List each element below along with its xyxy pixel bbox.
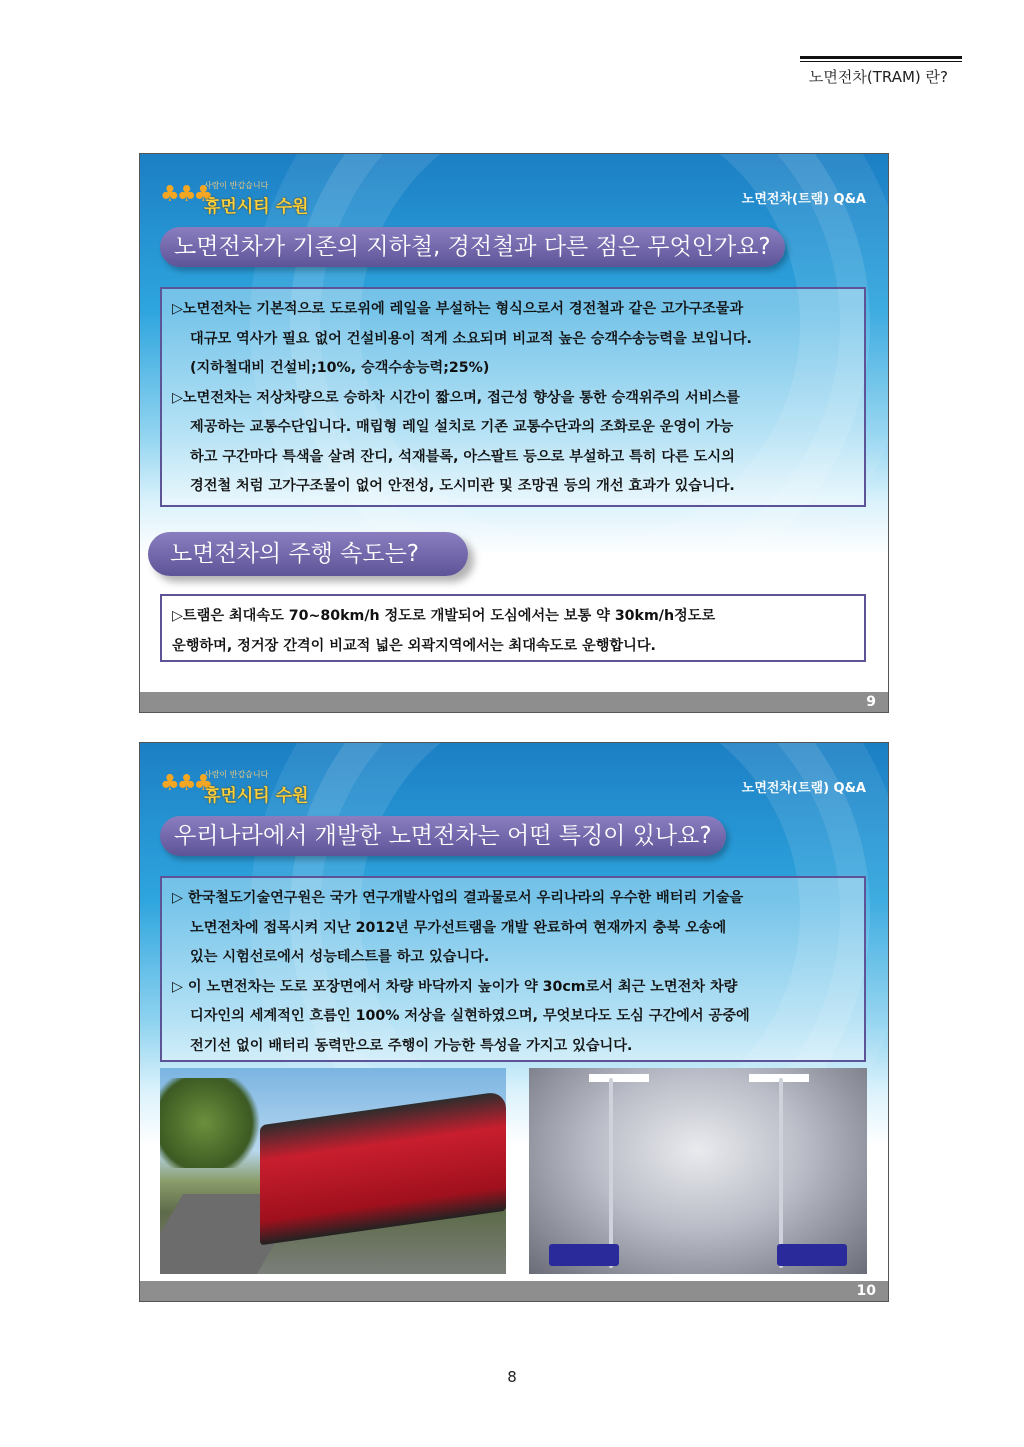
answer-line: ▷트램은 최대속도 70~80km/h 정도로 개발되어 도심에서는 보통 약 30km/h정도로 [172, 608, 716, 624]
answer-line: ▷노면전차는 저상차량으로 승하차 시간이 짧으며, 접근성 향상을 통한 승객위주의 서비스를 [172, 389, 740, 406]
answer-box [160, 287, 866, 507]
slide-footer [140, 692, 888, 712]
answer-line: 경전철 처럼 고가구조물이 없어 안전성, 도시미관 및 조망권 등의 개선 효과가 있습니다. [190, 478, 735, 494]
answer-line: ▷ 한국철도기술연구원은 국가 연구개발사업의 결과물로서 우리나라의 우수한 배터리 기술을 [172, 890, 744, 906]
slide-number: 10 [856, 1283, 876, 1299]
answer-line: 있는 시험선로에서 성능테스트를 하고 있습니다. [190, 949, 490, 965]
handrail-pole [779, 1078, 783, 1268]
header-rule-thin [800, 61, 962, 62]
slide-number: 9 [866, 694, 876, 710]
slide-footer [140, 1281, 888, 1301]
trees [160, 1078, 270, 1168]
answer-line: ▷ 이 노면전차는 도로 포장면에서 차량 바닥까지 높이가 약 30cm로서 최근 노면전차 차량 [172, 978, 738, 995]
seat [777, 1244, 847, 1266]
page-number: 8 [507, 1368, 517, 1386]
logo [160, 178, 320, 218]
logo-slogan: 사람이 반갑습니다 [204, 770, 269, 779]
people-icon: ♣♣♣ [160, 771, 211, 796]
header-title: 노면전차(TRAM) 란? [808, 68, 948, 86]
answer-line: ▷노면전차는 기본적으로 도로위에 레일을 부설하는 형식으로서 경전철과 같은 고가구조물과 [172, 301, 744, 317]
header-rule-thick [800, 56, 962, 59]
answer-line: 디자인의 세계적인 흐름인 100% 저상을 실현하였으며, 무엇보다도 도심 구간에서 공중에 [190, 1008, 750, 1024]
tram-body [260, 1091, 506, 1246]
question-title: 우리나라에서 개발한 노면전차는 어떤 특징이 있나요? [160, 816, 726, 856]
answer-line: 전기선 없이 배터리 동력만으로 주행이 가능한 특성을 가지고 있습니다. [190, 1037, 633, 1054]
question-title: 노면전차가 기존의 지하철, 경전철과 다른 점은 무엇인가요? [160, 227, 785, 267]
tram-interior-photo [529, 1068, 867, 1274]
tram-exterior-photo [160, 1068, 506, 1274]
ceiling-light [589, 1074, 649, 1082]
handrail-pole [609, 1078, 613, 1268]
logo-brand: 휴먼시티 수원 [204, 786, 309, 806]
answer-line: 대규모 역사가 필요 없어 건설비용이 적게 소요되며 비교적 높은 승객수송능력을 보입니다. [190, 330, 752, 347]
answer-line: 노면전차에 접목시켜 지난 2012년 무가선트램을 개발 완료하여 현재까지 충북 오송에 [190, 919, 727, 936]
logo-slogan: 사람이 반갑습니다 [204, 181, 269, 190]
people-icon: ♣♣♣ [160, 182, 211, 207]
answer-box [160, 876, 866, 1062]
answer-line: 운행하며, 정거장 간격이 비교적 넓은 외곽지역에서는 최대속도로 운행합니다. [172, 637, 656, 654]
seat [549, 1244, 619, 1266]
slide-10 [139, 742, 889, 1302]
logo [160, 767, 320, 807]
slide-category: 노면전차(트램) Q&A [741, 192, 866, 207]
answer-line: 하고 구간마다 특색을 살려 잔디, 석재블록, 아스팔트 등으로 부설하고 특히 다른 도시의 [190, 448, 735, 465]
answer-box [160, 594, 866, 662]
slide-9 [139, 153, 889, 713]
answer-line: (지하철대비 건설비;10%, 승객수송능력;25%) [190, 360, 490, 376]
answer-line: 제공하는 교통수단입니다. 매립형 레일 설치로 기존 교통수단과의 조화로운 운영이 가능 [190, 419, 734, 435]
logo-brand: 휴먼시티 수원 [204, 197, 309, 217]
slide-category: 노면전차(트램) Q&A [741, 781, 866, 796]
question-title: 노면전차의 주행 속도는? [148, 532, 468, 576]
